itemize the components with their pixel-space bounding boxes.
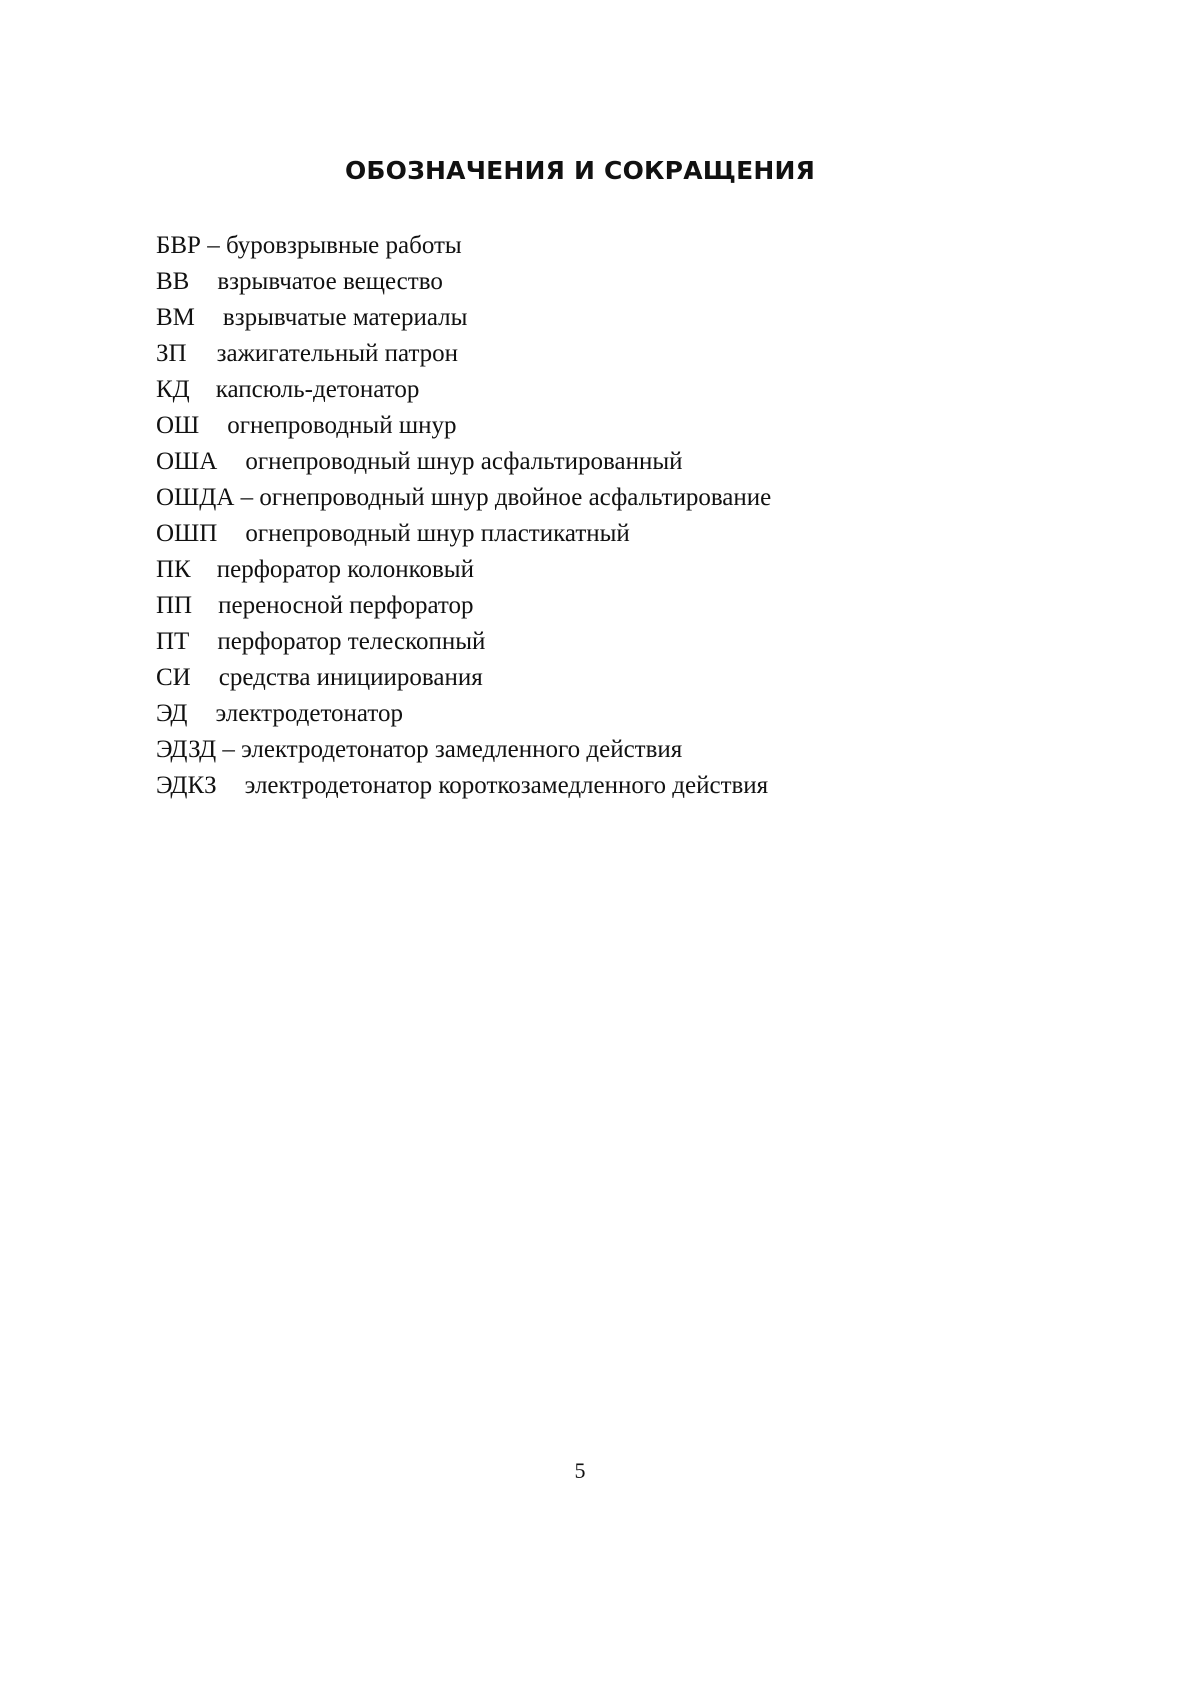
- abbreviation-definition: буровзрывные работы: [225, 232, 462, 259]
- abbreviation-definition: электродетонатор: [215, 700, 403, 727]
- page-title: ОБОЗНАЧЕНИЯ И СОКРАЩЕНИЯ: [344, 156, 816, 185]
- abbreviation-definition: перфоратор телескопный: [217, 628, 486, 655]
- abbreviation-separator: –: [234, 484, 260, 511]
- abbreviation-item: [156, 588, 771, 624]
- page-number: 5: [574, 1458, 586, 1483]
- abbreviation-separator: –: [216, 736, 242, 763]
- abbreviation-term: ВМ: [156, 304, 195, 331]
- abbreviation-item: [156, 732, 771, 768]
- abbreviation-definition: огнепроводный шнур двойное асфальтирование: [259, 484, 772, 511]
- abbreviation-item: [156, 516, 771, 552]
- abbreviation-definition: средства инициирования: [218, 664, 483, 691]
- abbreviation-item: [156, 660, 771, 696]
- abbreviation-term: ПП: [156, 592, 193, 619]
- abbreviation-definition: переносной перфоратор: [218, 592, 474, 619]
- abbreviation-separator: –: [200, 232, 226, 259]
- abbreviation-definition: огнепроводный шнур асфальтированный: [245, 448, 683, 475]
- abbreviation-definition: огнепроводный шнур пластикатный: [245, 520, 630, 547]
- abbreviation-term: ОШ: [156, 412, 200, 439]
- abbreviation-item: [156, 408, 771, 444]
- abbreviation-item: [156, 624, 771, 660]
- abbreviation-item: [156, 552, 771, 588]
- abbreviation-definition: зажигательный патрон: [216, 340, 459, 367]
- abbreviation-item: [156, 336, 771, 372]
- abbreviation-term: ЭД: [156, 700, 188, 727]
- abbreviation-term: ОШП: [156, 520, 218, 547]
- abbreviation-definition: взрывчатые материалы: [222, 304, 468, 331]
- abbreviation-item: [156, 444, 771, 480]
- abbreviation-item: [156, 372, 771, 408]
- abbreviation-term: ПК: [156, 556, 191, 583]
- abbreviation-term: СИ: [156, 664, 191, 691]
- abbreviation-term: ПТ: [156, 628, 190, 655]
- abbreviation-term: ЗП: [156, 340, 187, 367]
- abbreviation-item: [156, 300, 771, 336]
- abbreviation-list: [156, 228, 771, 804]
- abbreviation-definition: взрывчатое вещество: [217, 268, 443, 295]
- abbreviation-term: БВР: [156, 232, 201, 259]
- abbreviation-term: ВВ: [156, 268, 190, 295]
- abbreviation-term: ЭДКЗ: [156, 772, 217, 799]
- abbreviation-definition: перфоратор колонковый: [216, 556, 474, 583]
- abbreviation-item: [156, 696, 771, 732]
- abbreviation-term: ЭДЗД: [156, 736, 217, 763]
- abbreviation-definition: огнепроводный шнур: [227, 412, 457, 439]
- abbreviation-term: КД: [156, 376, 190, 403]
- abbreviation-item: [156, 228, 771, 264]
- abbreviation-item: [156, 264, 771, 300]
- abbreviation-definition: капсюль-детонатор: [215, 376, 420, 403]
- abbreviation-term: ОША: [156, 448, 218, 475]
- abbreviation-definition: электродетонатор замедленного действия: [241, 736, 683, 763]
- abbreviation-item: [156, 768, 771, 804]
- abbreviation-definition: электродетонатор короткозамедленного действия: [244, 772, 769, 799]
- abbreviation-item: [156, 480, 771, 516]
- abbreviation-term: ОШДА: [156, 484, 235, 511]
